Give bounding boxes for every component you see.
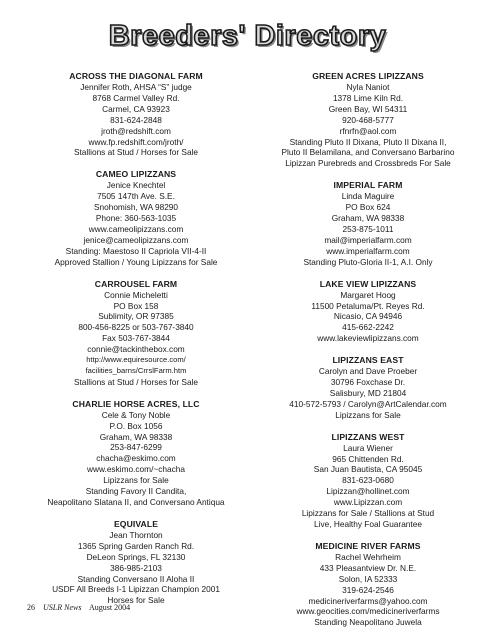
entry-line: Connie Micheletti — [104, 289, 168, 300]
entry-line: chacha@eskimo.com — [96, 453, 176, 464]
entry-line: 831-623-0680 — [342, 475, 394, 486]
entry-line: Lipizzans for Sale / Stallions at Stud — [301, 508, 435, 519]
entry-line: 415-662-2242 — [342, 322, 394, 333]
entry-line: Standing Pluto II Dixana, Pluto II Dixana II, — [289, 136, 447, 147]
entry-line: Nyla Naniot — [346, 82, 390, 92]
entry-line: Carmel, CA 93923 — [102, 103, 170, 114]
entry-line: jroth@redshift.com — [101, 125, 171, 136]
directory-entry — [252, 179, 484, 267]
entry-line: Rachel Wehrheim — [335, 551, 401, 562]
entry-line: 319-624-2546 — [342, 584, 394, 595]
entry-line: Lipizzan Purebreds and Crossbreds For Sale — [285, 158, 451, 169]
entry-line: Live, Healthy Foal Guarantee — [314, 519, 422, 529]
entry-name: IMPERIAL FARM — [333, 180, 403, 191]
directory-entry — [20, 398, 252, 508]
entry-line: Standing Favory II Candita, — [85, 486, 187, 497]
directory-entry — [20, 168, 252, 267]
entry-line: 1378 Lime Kiln Rd. — [332, 92, 404, 103]
directory-entry — [20, 278, 252, 388]
entry-line: Carolyn and Dave Proeber — [318, 366, 418, 377]
entry-line: www.cameolipizzans.com — [88, 223, 184, 234]
entry-line: 8768 Carmel Valley Rd. — [92, 92, 180, 103]
entry-name: LIPIZZANS WEST — [331, 431, 405, 442]
entry-line: Lipizzans for Sale — [103, 475, 169, 486]
entry-line: 7505 147th Ave. S.E. — [97, 191, 175, 202]
directory-column-left — [20, 70, 252, 616]
entry-line: www.lakeviewlipizzans.com — [317, 333, 419, 344]
entry-line: P.O. Box 1056 — [109, 420, 163, 431]
entry-line: DeLeon Springs, FL 32130 — [86, 551, 186, 562]
entry-line: www.fp.redshift.com/jroth/ — [88, 136, 184, 147]
entry-name: MEDICINE RIVER FARMS — [315, 540, 421, 551]
entry-line: 11500 Petaluma/Pt. Reyes Rd. — [311, 300, 425, 311]
entry-line: Margaret Hoog — [340, 289, 396, 300]
entry-line: Graham, WA 98338 — [331, 213, 405, 224]
entry-line: Lipizzans for Sale — [335, 409, 401, 420]
entry-name: LIPIZZANS EAST — [332, 355, 404, 366]
directory-column-right — [252, 70, 484, 638]
entry-line: Stallions at Stud / Horses for Sale — [73, 376, 199, 387]
entry-line: Nicasio, CA 94946 — [333, 311, 403, 322]
entry-name: EQUIVALE — [113, 518, 159, 529]
entry-line: www.geocities.com/medicineriverfarms — [296, 606, 440, 617]
entry-line: Neapolitano Slatana II, and Conversano Antiqua — [47, 497, 225, 507]
page-number: 26 — [27, 603, 35, 612]
directory-entry — [252, 431, 484, 530]
entry-line: Horses for Sale — [107, 595, 165, 606]
entry-line: 831-624-2848 — [110, 114, 162, 125]
entry-name: GREEN ACRES LIPIZZANS — [312, 71, 424, 81]
entry-line: 30796 Foxchase Dr. — [330, 377, 406, 388]
entry-line: Salisbury, MD 21804 — [329, 387, 407, 398]
entry-line: mail@imperialfarm.com — [324, 234, 412, 245]
entry-name: CHARLIE HORSE ACRES, LLC — [72, 398, 200, 409]
entry-line: Stallions at Stud / Horses for Sale — [73, 147, 199, 158]
entry-line: Laura Wiener — [343, 442, 393, 453]
entry-line: PO Box 624 — [345, 202, 391, 213]
entry-line: 386-985-2103 — [110, 562, 162, 573]
entry-line: 253-847-6299 — [110, 442, 162, 453]
entry-line: 433 Pleasantview Dr. N.E. — [319, 562, 417, 573]
entry-line: connie@tackinthebox.com — [87, 344, 185, 355]
entry-line: Linda Maguire — [341, 191, 395, 202]
entry-line: 800-456-8225 or 503-767-3840 — [78, 322, 194, 333]
entry-name: LAKE VIEW LIPIZZANS — [319, 278, 417, 289]
entry-line: Sublimity, OR 97385 — [98, 311, 174, 322]
entry-line: 965 Chittenden Rd. — [332, 453, 404, 464]
entry-line: Jean Thornton — [109, 529, 163, 540]
entry-line: Green Bay, WI 54311 — [328, 103, 408, 114]
entry-line: www.imperialfarm.com — [326, 245, 410, 256]
entry-name: CARROUSEL FARM — [94, 278, 178, 289]
page-title-container — [0, 20, 495, 53]
entry-line: Jennifer Roth, AHSA “S” judge — [80, 82, 192, 92]
entry-line: www.Lipizzan.com — [333, 497, 403, 508]
page-footer — [27, 603, 136, 612]
entry-line: 1365 Spring Garden Ranch Rd. — [77, 540, 195, 551]
directory-entry — [20, 70, 252, 158]
directory-entry — [252, 278, 484, 345]
entry-line: facilities_barns/CrrslFarm.htm — [85, 365, 187, 375]
issue-date: August 2004 — [89, 603, 131, 612]
entry-line: Jenice Knechtel — [106, 180, 166, 191]
entry-line: 253-875-1011 — [342, 223, 394, 234]
entry-line: 920-468-5777 — [342, 114, 394, 125]
entry-line: Standing Neapolitano Juwela — [314, 617, 422, 628]
directory-entry — [252, 70, 484, 169]
entry-line: Graham, WA 98338 — [99, 431, 173, 442]
entry-line: Snohomish, WA 98290 — [93, 202, 179, 213]
directory-entry — [252, 354, 484, 421]
entry-line: USDF All Breeds I-1 Lipizzan Champion 2001 — [52, 584, 220, 595]
entry-line: Approved Stallion / Young Lipizzans for Sale — [54, 256, 218, 267]
entry-line: PO Box 158 — [113, 300, 159, 311]
entry-name: CAMEO LIPIZZANS — [95, 169, 177, 180]
entry-line: Lipizzan@hollinet.com — [326, 486, 410, 497]
entry-line: rfnrfn@aol.com — [339, 125, 397, 136]
publication-name: USLR News — [43, 603, 82, 612]
entry-line: www.eskimo.com/~chacha — [87, 464, 185, 475]
entry-line: medicineriverfarms@yahoo.com — [308, 595, 428, 606]
entry-line: Standing Pluto-Gloria II-1, A.I. Only — [303, 256, 433, 267]
entry-line: San Juan Bautista, CA 95045 — [313, 464, 423, 475]
entry-line: Cele & Tony Noble — [101, 409, 171, 420]
entry-line: Standing: Maestoso II Capriola VII-4-II — [65, 245, 207, 256]
directory-entry — [20, 518, 252, 606]
entry-line: Pluto II Belamilana, and Conversano Barbarino — [281, 147, 455, 158]
entry-line: 410-572-5793 / Carolyn@ArtCalendar.com — [289, 398, 447, 409]
entry-line: Phone: 360-563-1035 — [95, 213, 177, 224]
entry-line: jenice@cameolipizzans.com — [83, 234, 189, 245]
page-title: Breeders' Directory — [108, 20, 387, 52]
entry-name: ACROSS THE DIAGONAL FARM — [69, 71, 203, 81]
directory-entry — [252, 540, 484, 628]
entry-line: Fax 503-767-3844 — [102, 333, 170, 344]
entry-line: http://www.equiresource.com/ — [86, 355, 186, 365]
entry-line: Solon, IA 52333 — [338, 573, 398, 584]
entry-line: Standing Conversano II Aloha II — [77, 573, 195, 584]
